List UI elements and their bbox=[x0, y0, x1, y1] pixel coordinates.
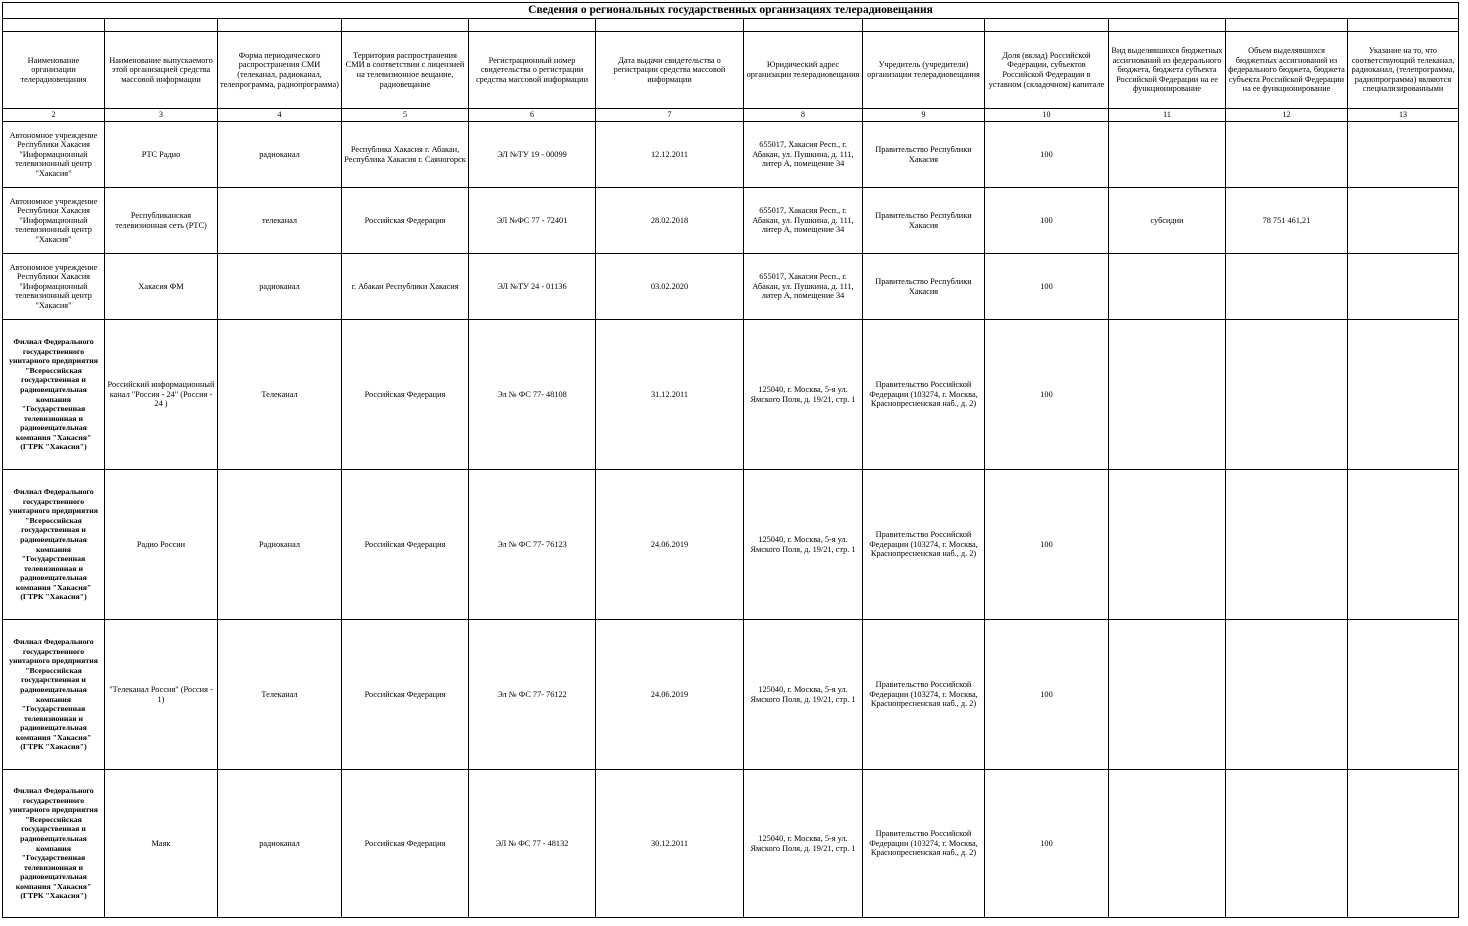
cell-territory[interactable]: Российская Федерация bbox=[342, 770, 469, 918]
cell-share[interactable]: 100 bbox=[985, 188, 1109, 254]
header-row bbox=[3, 32, 1459, 109]
cell-budget-volume[interactable] bbox=[1226, 320, 1348, 470]
cell-form[interactable]: Телеканал bbox=[218, 320, 342, 470]
table-row bbox=[3, 470, 1459, 620]
cell-org[interactable]: Автономное учреждение Республики Хакасия "Информационный телевизионный центр "Хакасия" bbox=[3, 122, 105, 188]
cell-reg[interactable]: ЭЛ №ТУ 19 - 00099 bbox=[469, 122, 596, 188]
header-cell[interactable]: Юридический адрес организации телерадиовещания bbox=[744, 32, 863, 109]
table-row bbox=[3, 320, 1459, 470]
cell-budget-type[interactable] bbox=[1109, 254, 1226, 320]
blank-cell[interactable] bbox=[218, 19, 342, 32]
cell-address[interactable]: 125040, г. Москва, 5-я ул. Ямского Поля, д. 19/21, стр. 1 bbox=[744, 620, 863, 770]
cell-founder[interactable]: Правительство Российской Федерации (103274, г. Москва, Краснопресненская наб., д. 2) bbox=[863, 770, 985, 918]
cell-share[interactable]: 100 bbox=[985, 122, 1109, 188]
column-number[interactable]: 9 bbox=[863, 109, 985, 122]
cell-date[interactable]: 28.02.2018 bbox=[596, 188, 744, 254]
cell-form[interactable]: Телеканал bbox=[218, 620, 342, 770]
cell-territory[interactable]: Республика Хакасия г. Абакан, Республика Хакасия г. Саяногорск bbox=[342, 122, 469, 188]
cell-media[interactable]: Хакасия ФМ bbox=[105, 254, 218, 320]
blank-cell[interactable] bbox=[863, 19, 985, 32]
blank-cell[interactable] bbox=[596, 19, 744, 32]
column-number[interactable]: 6 bbox=[469, 109, 596, 122]
cell-address[interactable]: 125040, г. Москва, 5-я ул. Ямского Поля, д. 19/21, стр. 1 bbox=[744, 770, 863, 918]
blank-cell[interactable] bbox=[985, 19, 1109, 32]
cell-special[interactable] bbox=[1348, 122, 1459, 188]
blank-cell[interactable] bbox=[1109, 19, 1226, 32]
cell-org[interactable]: Филиал Федерального государственного унитарного предприятия "Всероссийская государственная и радиовещательная компания "Государственная телевизионная и радиовещательная компания "Хакасия" (ГТРК "Хакасия") bbox=[3, 320, 105, 470]
cell-reg[interactable]: ЭЛ №ТУ 24 - 01136 bbox=[469, 254, 596, 320]
header-cell[interactable]: Вид выделявшихся бюджетных ассигнований из федерального бюджета, бюджета субъекта Российской Федерации на ее функционирование bbox=[1109, 32, 1226, 109]
blank-cell[interactable] bbox=[105, 19, 218, 32]
cell-founder[interactable]: Правительство Республики Хакасия bbox=[863, 254, 985, 320]
cell-special[interactable] bbox=[1348, 770, 1459, 918]
cell-date[interactable]: 12.12.2011 bbox=[596, 122, 744, 188]
column-number[interactable]: 10 bbox=[985, 109, 1109, 122]
cell-special[interactable] bbox=[1348, 188, 1459, 254]
cell-special[interactable] bbox=[1348, 254, 1459, 320]
cell-founder[interactable]: Правительство Республики Хакасия bbox=[863, 122, 985, 188]
cell-special[interactable] bbox=[1348, 470, 1459, 620]
cell-share[interactable]: 100 bbox=[985, 254, 1109, 320]
sheet-title[interactable]: Сведения о региональных государственных организациях телерадиовещания bbox=[3, 3, 1459, 19]
cell-reg[interactable]: ЭЛ №ФС 77 - 72401 bbox=[469, 188, 596, 254]
cell-media[interactable]: Маяк bbox=[105, 770, 218, 918]
cell-org[interactable]: Автономное учреждение Республики Хакасия "Информационный телевизионный центр "Хакасия" bbox=[3, 254, 105, 320]
table-row bbox=[3, 620, 1459, 770]
cell-address[interactable]: 125040, г. Москва, 5-я ул. Ямского Поля, д. 19/21, стр. 1 bbox=[744, 320, 863, 470]
cell-budget-type[interactable] bbox=[1109, 470, 1226, 620]
cell-date[interactable]: 31.12.2011 bbox=[596, 320, 744, 470]
blank-cell[interactable] bbox=[1226, 19, 1348, 32]
cell-address[interactable]: 655017, Хакасия Респ., г. Абакан, ул. Пушкина, д. 111, литер А, помещение 34 bbox=[744, 188, 863, 254]
cell-territory[interactable]: г. Абакан Республики Хакасия bbox=[342, 254, 469, 320]
cell-reg[interactable]: Эл № ФС 77- 76123 bbox=[469, 470, 596, 620]
table-row bbox=[3, 122, 1459, 188]
cell-territory[interactable]: Российская Федерация bbox=[342, 620, 469, 770]
cell-reg[interactable]: Эл № ФС 77- 76122 bbox=[469, 620, 596, 770]
cell-share[interactable]: 100 bbox=[985, 470, 1109, 620]
spreadsheet-sheet bbox=[2, 2, 1458, 918]
header-cell[interactable]: Доля (вклад) Российской Федерации, субъектов Российской Федерации в уставном (складочном) капитале bbox=[985, 32, 1109, 109]
cell-territory[interactable]: Российская Федерация bbox=[342, 320, 469, 470]
cell-territory[interactable]: Российская Федерация bbox=[342, 470, 469, 620]
cell-special[interactable] bbox=[1348, 620, 1459, 770]
cell-media[interactable]: Российский информационный канал "Россия - 24" (Россия - 24 ) bbox=[105, 320, 218, 470]
cell-budget-type[interactable] bbox=[1109, 122, 1226, 188]
column-number-row bbox=[3, 109, 1459, 122]
header-cell[interactable]: Указание на то, что соответствующий телеканал, радиоканал, (телепрограмма, радиопрограмма) являются специализированными bbox=[1348, 32, 1459, 109]
header-cell[interactable]: Объем выделявшихся бюджетных ассигнований из федерального бюджета, бюджета субъекта Российской Федерации на ее функционирование bbox=[1226, 32, 1348, 109]
cell-form[interactable]: телеканал bbox=[218, 188, 342, 254]
cell-date[interactable]: 24.06.2019 bbox=[596, 470, 744, 620]
cell-address[interactable]: 125040, г. Москва, 5-я ул. Ямского Поля, д. 19/21, стр. 1 bbox=[744, 470, 863, 620]
cell-media[interactable]: РТС Радио bbox=[105, 122, 218, 188]
cell-form[interactable]: радиоканал bbox=[218, 122, 342, 188]
cell-founder[interactable]: Правительство Российской Федерации (103274, г. Москва, Краснопресненская наб., д. 2) bbox=[863, 320, 985, 470]
header-cell[interactable]: Дата выдачи свидетельства о регистрации средства массовой информации bbox=[596, 32, 744, 109]
blank-row bbox=[3, 19, 1459, 32]
cell-org[interactable]: Автономное учреждение Республики Хакасия "Информационный телевизионный центр "Хакасия" bbox=[3, 188, 105, 254]
cell-budget-type[interactable] bbox=[1109, 770, 1226, 918]
header-cell[interactable]: Территория распространения СМИ в соответствии с лицензией на телевизионное вещание, радиовещание bbox=[342, 32, 469, 109]
blank-cell[interactable] bbox=[3, 19, 105, 32]
cell-date[interactable]: 30.12.2011 bbox=[596, 770, 744, 918]
table-row bbox=[3, 188, 1459, 254]
cell-reg[interactable]: ЭЛ № ФС 77 - 48132 bbox=[469, 770, 596, 918]
column-number[interactable]: 11 bbox=[1109, 109, 1226, 122]
cell-founder[interactable]: Правительство Республики Хакасия bbox=[863, 188, 985, 254]
column-number[interactable]: 12 bbox=[1226, 109, 1348, 122]
cell-form[interactable]: Радиоканал bbox=[218, 470, 342, 620]
cell-form[interactable]: радиоканал bbox=[218, 770, 342, 918]
organizations-table bbox=[2, 2, 1459, 918]
blank-cell[interactable] bbox=[1348, 19, 1459, 32]
cell-share[interactable]: 100 bbox=[985, 770, 1109, 918]
cell-budget-volume[interactable] bbox=[1226, 620, 1348, 770]
cell-media[interactable]: Республиканская телевизионная сеть (РТС) bbox=[105, 188, 218, 254]
cell-budget-type[interactable]: субсидии bbox=[1109, 188, 1226, 254]
column-number[interactable]: 3 bbox=[105, 109, 218, 122]
cell-budget-volume[interactable] bbox=[1226, 470, 1348, 620]
cell-org[interactable]: Филиал Федерального государственного унитарного предприятия "Всероссийская государственная и радиовещательная компания "Государственная телевизионная и радиовещательная компания "Хакасия" (ГТРК "Хакасия") bbox=[3, 770, 105, 918]
column-number[interactable]: 5 bbox=[342, 109, 469, 122]
blank-cell[interactable] bbox=[469, 19, 596, 32]
header-cell[interactable]: Регистрационный номер свидетельства о регистрации средства массовой информации bbox=[469, 32, 596, 109]
cell-reg[interactable]: Эл № ФС 77- 48108 bbox=[469, 320, 596, 470]
cell-territory[interactable]: Российская Федерация bbox=[342, 188, 469, 254]
cell-budget-type[interactable] bbox=[1109, 320, 1226, 470]
cell-media[interactable]: Радио России bbox=[105, 470, 218, 620]
column-number[interactable]: 8 bbox=[744, 109, 863, 122]
cell-budget-volume[interactable]: 78 751 461,21 bbox=[1226, 188, 1348, 254]
blank-cell[interactable] bbox=[744, 19, 863, 32]
cell-date[interactable]: 24.06.2019 bbox=[596, 620, 744, 770]
title-row bbox=[3, 3, 1459, 19]
header-cell[interactable]: Наименование организации телерадиовещания bbox=[3, 32, 105, 109]
cell-budget-volume[interactable] bbox=[1226, 770, 1348, 918]
cell-share[interactable]: 100 bbox=[985, 620, 1109, 770]
column-number[interactable]: 4 bbox=[218, 109, 342, 122]
cell-special[interactable] bbox=[1348, 320, 1459, 470]
column-number[interactable]: 2 bbox=[3, 109, 105, 122]
cell-address[interactable]: 655017, Хакасия Респ., г. Абакан, ул. Пушкина, д. 111, литер А, помещение 34 bbox=[744, 254, 863, 320]
cell-org[interactable]: Филиал Федерального государственного унитарного предприятия "Всероссийская государственная и радиовещательная компания "Государственная телевизионная и радиовещательная компания "Хакасия" (ГТРК "Хакасия") bbox=[3, 470, 105, 620]
cell-budget-type[interactable] bbox=[1109, 620, 1226, 770]
cell-org[interactable]: Филиал Федерального государственного унитарного предприятия "Всероссийская государственная и радиовещательная компания "Государственная телевизионная и радиовещательная компания "Хакасия" (ГТРК "Хакасия") bbox=[3, 620, 105, 770]
header-cell[interactable]: Учредитель (учредители) организации телерадиовещания bbox=[863, 32, 985, 109]
cell-budget-volume[interactable] bbox=[1226, 122, 1348, 188]
blank-cell[interactable] bbox=[342, 19, 469, 32]
cell-address[interactable]: 655017, Хакасия Респ., г. Абакан, ул. Пушкина, д. 111, литер А, помещение 34 bbox=[744, 122, 863, 188]
table-row bbox=[3, 770, 1459, 918]
cell-form[interactable]: радиоканал bbox=[218, 254, 342, 320]
table-row bbox=[3, 254, 1459, 320]
cell-founder[interactable]: Правительство Российской Федерации (103274, г. Москва, Краснопресненская наб., д. 2) bbox=[863, 470, 985, 620]
header-cell[interactable]: Форма периодического распространения СМИ (телеканал, радиоканал, телепрограмма, радиопрограмма) bbox=[218, 32, 342, 109]
header-cell[interactable]: Наименование выпускаемого этой организацией средства массовой информации bbox=[105, 32, 218, 109]
column-number[interactable]: 7 bbox=[596, 109, 744, 122]
column-number[interactable]: 13 bbox=[1348, 109, 1459, 122]
cell-budget-volume[interactable] bbox=[1226, 254, 1348, 320]
cell-share[interactable]: 100 bbox=[985, 320, 1109, 470]
cell-founder[interactable]: Правительство Российской Федерации (103274, г. Москва, Краснопресненская наб., д. 2) bbox=[863, 620, 985, 770]
cell-date[interactable]: 03.02.2020 bbox=[596, 254, 744, 320]
cell-media[interactable]: "Телеканал Россия" (Россия - 1) bbox=[105, 620, 218, 770]
